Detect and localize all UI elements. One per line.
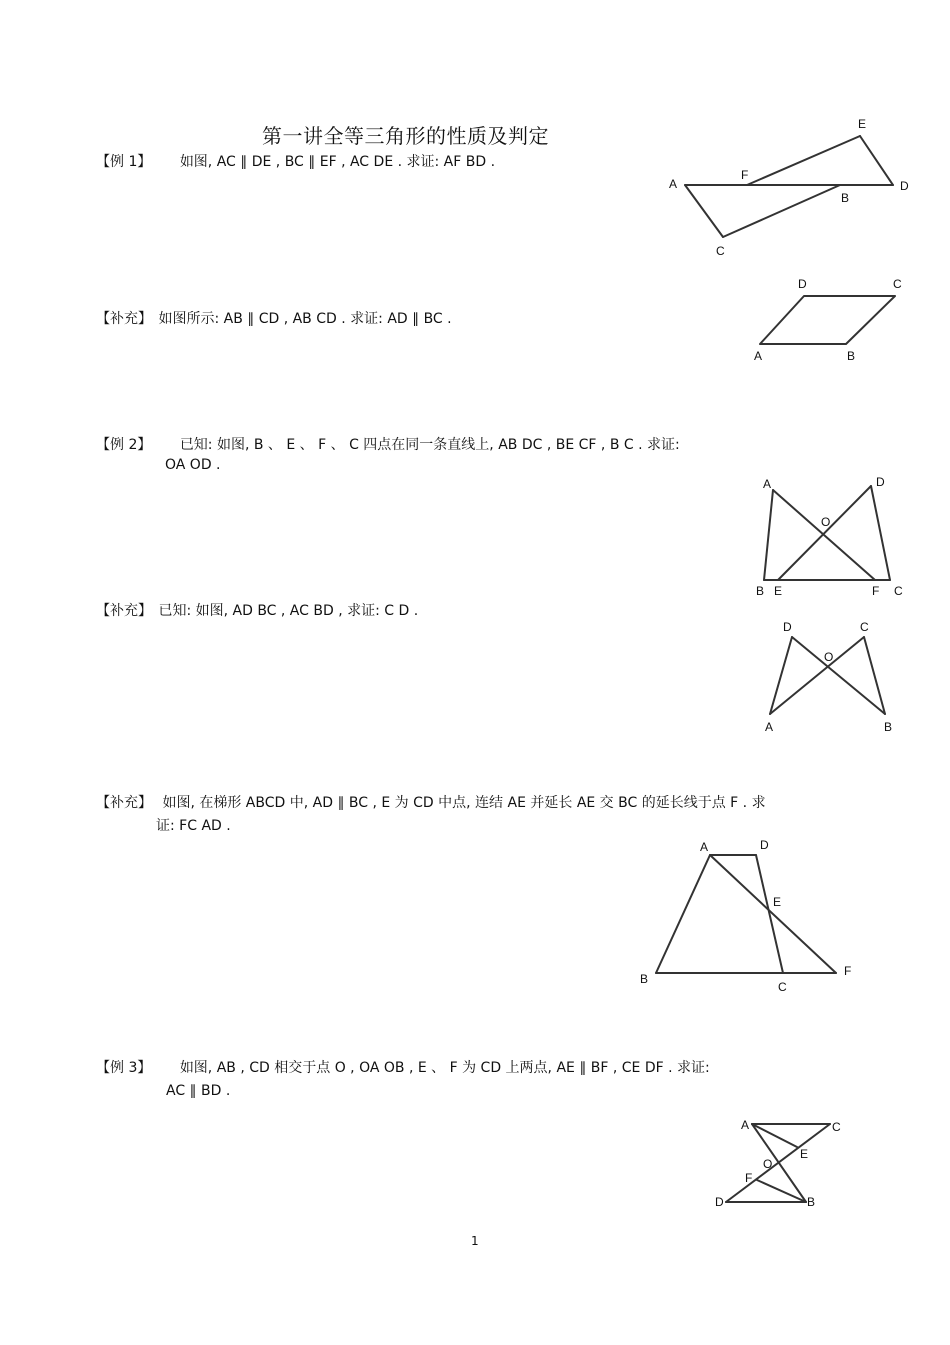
fig4-line-ad bbox=[770, 637, 792, 714]
fig3-line-dc bbox=[871, 486, 890, 580]
fig1-label-d: D bbox=[900, 179, 909, 193]
problem-3-text-1: 已知: 如图, B 、 E 、 F 、 C 四点在同一条直线上, AB DC , BE CF , B C . 求证: bbox=[179, 437, 680, 453]
fig3-label-f: F bbox=[872, 584, 880, 598]
fig1-label-e: E bbox=[858, 117, 867, 131]
figure-5 bbox=[640, 838, 851, 994]
fig3-label-o: O bbox=[821, 515, 831, 529]
problem-4-text: 已知: 如图, AD BC , AC BD , 求证: C D . bbox=[158, 603, 419, 619]
fig5-label-b: B bbox=[640, 972, 649, 986]
fig6-label-e: E bbox=[800, 1147, 809, 1161]
fig3-label-d: D bbox=[876, 475, 885, 489]
fig4-line-ac bbox=[770, 637, 864, 714]
fig6-label-f: F bbox=[745, 1171, 753, 1185]
fig5-line-ab bbox=[656, 855, 710, 973]
fig4-line-bc bbox=[864, 637, 885, 714]
fig5-label-e: E bbox=[773, 895, 782, 909]
fig5-label-f: F bbox=[844, 964, 852, 978]
fig1-line-ed bbox=[860, 136, 893, 185]
problem-1-tag: 【例 1】 bbox=[96, 154, 152, 170]
fig2-label-c: C bbox=[893, 277, 902, 291]
problem-6-line-2: AC ∥ BD . bbox=[166, 1083, 231, 1099]
problem-5-line-2: 证: FC AD . bbox=[156, 818, 231, 834]
problem-5-text-1: 如图, 在梯形 ABCD 中, AD ∥ BC , E 为 CD 中点, 连结 AE 并延长 AE 交 BC 的延长线于点 F . 求 bbox=[162, 795, 766, 811]
fig6-label-c: C bbox=[832, 1120, 841, 1134]
fig2-label-b: B bbox=[847, 349, 856, 363]
fig6-label-b: B bbox=[807, 1195, 816, 1209]
fig6-label-d: D bbox=[715, 1195, 724, 1209]
fig1-label-c: C bbox=[716, 244, 725, 258]
fig3-label-c: C bbox=[894, 584, 903, 598]
fig1-line-cb bbox=[723, 185, 840, 237]
figure-6 bbox=[715, 1118, 841, 1209]
figure-2 bbox=[754, 277, 902, 363]
fig4-label-b: B bbox=[884, 720, 893, 734]
page-number: 1 bbox=[471, 1234, 479, 1248]
fig2-label-a: A bbox=[754, 349, 763, 363]
fig3-line-ab bbox=[764, 490, 773, 580]
problem-2-text: 如图所示: AB ∥ CD , AB CD . 求证: AD ∥ BC . bbox=[158, 311, 452, 327]
fig1-label-f: F bbox=[741, 168, 749, 182]
problem-3-tag: 【例 2】 bbox=[96, 437, 152, 453]
fig2-parallelogram bbox=[760, 296, 895, 344]
fig6-label-o: O bbox=[763, 1157, 773, 1171]
problem-2-tag: 【补充】 bbox=[96, 311, 152, 327]
problem-6-text-1: 如图, AB , CD 相交于点 O , OA OB , E 、 F 为 CD 上两点, AE ∥ BF , CE DF . 求证: bbox=[179, 1060, 710, 1076]
fig3-line-de bbox=[778, 486, 871, 580]
fig1-label-b: B bbox=[841, 191, 850, 205]
fig3-label-e: E bbox=[774, 584, 783, 598]
fig5-line-dc bbox=[756, 855, 783, 973]
fig5-label-c: C bbox=[778, 980, 787, 994]
fig1-line-ac bbox=[685, 185, 723, 237]
fig5-label-a: A bbox=[700, 840, 709, 854]
problem-1-text: 如图, AC ∥ DE , BC ∥ EF , AC DE . 求证: AF BD . bbox=[179, 154, 496, 170]
problem-3-line-2: OA OD . bbox=[165, 457, 221, 473]
fig1-line-fe bbox=[747, 136, 860, 185]
fig3-line-af bbox=[773, 490, 875, 580]
problem-6-tag: 【例 3】 bbox=[96, 1060, 152, 1076]
fig4-label-a: A bbox=[765, 720, 774, 734]
fig4-label-d: D bbox=[783, 620, 792, 634]
figure-3 bbox=[756, 475, 903, 598]
fig4-line-bd bbox=[792, 637, 885, 714]
fig2-label-d: D bbox=[798, 277, 807, 291]
fig3-label-b: B bbox=[756, 584, 765, 598]
fig4-label-c: C bbox=[860, 620, 869, 634]
fig1-label-a: A bbox=[669, 177, 678, 191]
figure-1 bbox=[669, 117, 909, 258]
figure-4 bbox=[765, 620, 892, 734]
fig4-label-o: O bbox=[824, 650, 834, 664]
fig6-label-a: A bbox=[741, 1118, 750, 1132]
problem-4-tag: 【补充】 bbox=[96, 603, 152, 619]
fig3-label-a: A bbox=[763, 477, 772, 491]
fig5-line-af bbox=[710, 855, 836, 973]
fig5-label-d: D bbox=[760, 838, 769, 852]
page-title: 第一讲全等三角形的性质及判定 bbox=[262, 124, 549, 148]
problem-5-tag: 【补充】 bbox=[96, 795, 152, 811]
